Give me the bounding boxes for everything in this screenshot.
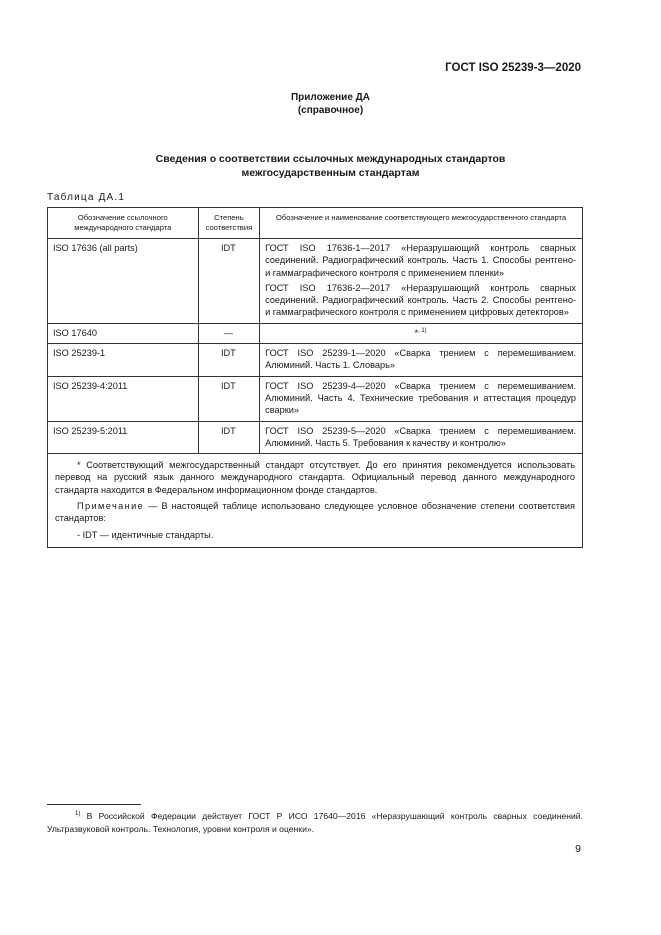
note-label: Примечание <box>77 501 145 512</box>
header-intl-standard: Обозначение ссылочного международного стандарта <box>48 208 199 239</box>
table-header-row <box>48 208 583 239</box>
footnote-text: В Российской Федерации действует ГОСТ Р ИСО 17640—2016 «Неразрушающий контроль сварных соединений. Ультразвуковой контроль. Технология, уровни контроля и оценки». <box>47 811 583 834</box>
correspondence-table <box>47 207 583 548</box>
asterisk-note: * Соответствующий межгосударственный стандарт отсутствует. До его принятия рекомендуется использовать перевод на русский язык данного международного стандарта. Официальный перевод данного международного стандарта находится в Федеральном информационном фонде стандартов. <box>55 460 575 495</box>
note-item: - IDT — идентичные стандарты. <box>77 529 214 540</box>
cell-intl: ISO 17640 <box>48 323 199 343</box>
table-notes-row <box>48 454 583 548</box>
cell-interstate <box>260 239 583 324</box>
footnote-reference: , 1) <box>418 327 427 334</box>
header-interstate-standard: Обозначение и наименование соответствующего межгосударственного стандарта <box>260 208 583 239</box>
table-row <box>48 323 583 343</box>
cell-degree: — <box>198 323 259 343</box>
cell-intl: ISO 25239-4:2011 <box>48 376 199 421</box>
asterisk-mark: * <box>414 327 419 338</box>
table-row <box>48 344 583 377</box>
cell-interstate: ГОСТ ISO 25239-1—2020 «Сварка трением с перемешиванием. Алюминий. Часть 1. Словарь» <box>260 344 583 377</box>
cell-degree: IDT <box>198 344 259 377</box>
page-number: 9 <box>575 843 581 855</box>
table-row <box>48 376 583 421</box>
section-title-line1: Сведения о соответствии ссылочных международных стандартов <box>155 153 506 165</box>
cell-intl: ISO 25239-1 <box>48 344 199 377</box>
note-paragraph <box>55 500 575 525</box>
cell-degree: IDT <box>198 421 259 454</box>
footnote-divider <box>47 804 141 805</box>
header-standard-number: ГОСТ ISO 25239-3—2020 <box>445 62 581 74</box>
header-degree: Степень соответствия <box>198 208 259 239</box>
section-title <box>0 153 661 180</box>
table-row <box>48 421 583 454</box>
table-caption: Таблица ДА.1 <box>47 192 126 203</box>
footnote <box>47 810 583 836</box>
cell-interstate: ГОСТ ISO 25239-5—2020 «Сварка трением с перемешиванием. Алюминий. Часть 5. Требования к качеству и контролю» <box>260 421 583 454</box>
cell-interstate: ГОСТ ISO 25239-4—2020 «Сварка трением с перемешиванием. Алюминий. Часть 4. Технические требования и аттестация процедур сварки» <box>260 376 583 421</box>
interstate-entry: ГОСТ ISO 17636-2—2017 «Неразрушающий контроль сварных соединений. Радиографический контроль. Часть 2. Способы рентгено- и гаммаграфического контроля с применением цифровых детекторов» <box>265 282 576 318</box>
cell-intl: ISO 17636 (all parts) <box>48 239 199 324</box>
note-text: — В настоящей таблице использовано следующее условное обозначение степени соответствия стандартов: <box>55 501 575 524</box>
table-notes <box>48 454 583 548</box>
cell-interstate <box>260 323 583 343</box>
cell-intl: ISO 25239-5:2011 <box>48 421 199 454</box>
table-row <box>48 239 583 324</box>
annex-heading <box>0 91 661 117</box>
annex-title: Приложение ДА <box>290 92 371 103</box>
interstate-entry: ГОСТ ISO 17636-1—2017 «Неразрушающий контроль сварных соединений. Радиографический контроль. Часть 1. Способы рентгено- и гаммаграфического контроля с применением пленки» <box>265 243 576 278</box>
footnote-marker: 1) <box>75 811 81 818</box>
cell-degree: IDT <box>198 376 259 421</box>
section-title-line2: межгосударственным стандартам <box>241 166 420 179</box>
annex-subtitle: (справочное) <box>297 105 364 116</box>
cell-degree: IDT <box>198 239 259 324</box>
